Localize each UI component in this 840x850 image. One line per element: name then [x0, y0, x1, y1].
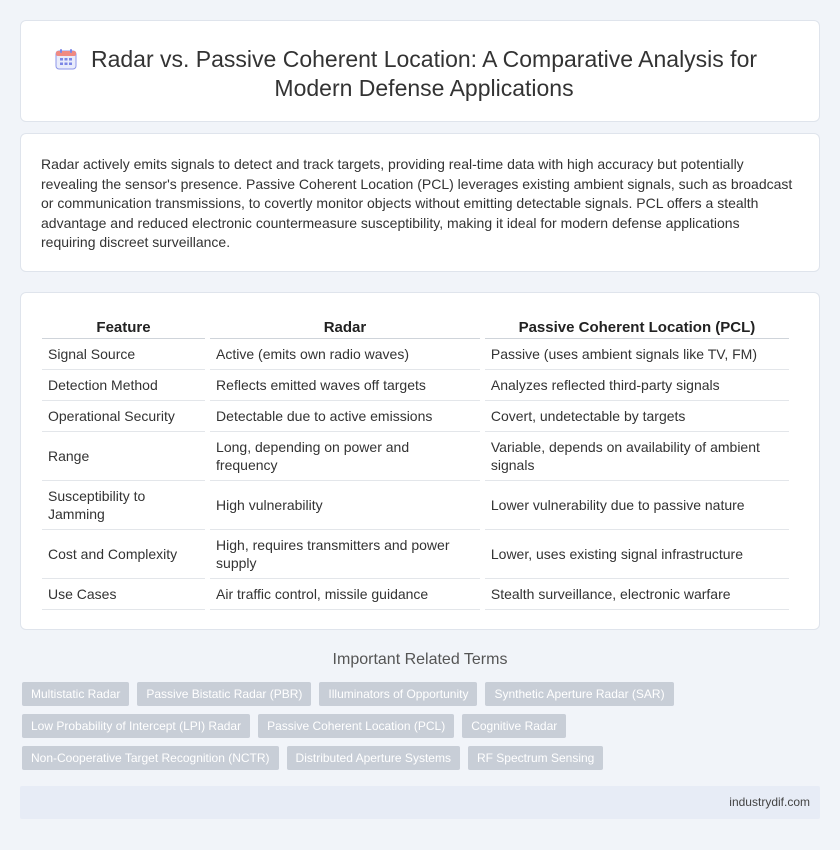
term-tag[interactable]: Multistatic Radar [22, 682, 129, 706]
table-cell: Cost and Complexity [42, 530, 205, 579]
term-tag[interactable]: Passive Coherent Location (PCL) [258, 714, 454, 738]
table-cell: Lower, uses existing signal infrastructure [485, 530, 789, 579]
term-tag[interactable]: Non-Cooperative Target Recognition (NCTR) [22, 746, 279, 770]
table-row [42, 432, 789, 481]
table-cell: Stealth surveillance, electronic warfare [485, 579, 789, 610]
table-row [42, 530, 789, 579]
table-row [42, 339, 789, 370]
table-cell: Covert, undetectable by targets [485, 401, 789, 432]
table-row [42, 579, 789, 610]
related-terms-list [22, 682, 822, 770]
table-cell: Detectable due to active emissions [210, 401, 480, 432]
term-tag[interactable]: Synthetic Aperture Radar (SAR) [485, 682, 673, 706]
intro-paragraph: Radar actively emits signals to detect and track targets, providing real-time data with high accuracy but potentially revealing the sensor's presence. Passive Coherent Location (PCL) leverages existing ambient signals, such as broadcast or communication transmissions, to covertly monitor objects without emitting detectable signals. PCL offers a stealth advantage and reduced electronic countermeasure susceptibility, making it ideal for modern defense applications requiring discreet surveillance. [41, 156, 793, 251]
comparison-card [20, 292, 820, 630]
table-cell: Reflects emitted waves off targets [210, 370, 480, 401]
table-cell: Use Cases [42, 579, 205, 610]
table-row [42, 370, 789, 401]
table-row [42, 401, 789, 432]
header-pcl: Passive Coherent Location (PCL) [485, 317, 789, 339]
table-cell: Range [42, 432, 205, 481]
table-cell: Long, depending on power and frequency [210, 432, 480, 481]
page-title: Radar vs. Passive Coherent Location: A Comparative Analysis for Modern Defense Applications [90, 46, 758, 101]
table-cell: Air traffic control, missile guidance [210, 579, 480, 610]
term-tag[interactable]: RF Spectrum Sensing [468, 746, 603, 770]
related-terms-title: Important Related Terms [332, 651, 508, 668]
footer [20, 786, 820, 819]
table-cell: Variable, depends on availability of ambient signals [485, 432, 789, 481]
comparison-table [37, 317, 794, 610]
term-tag[interactable]: Cognitive Radar [462, 714, 566, 738]
footer-site-link[interactable]: industrydif.com [729, 795, 810, 809]
table-row [42, 481, 789, 530]
term-tag[interactable]: Low Probability of Intercept (LPI) Radar [22, 714, 250, 738]
table-cell: High vulnerability [210, 481, 480, 530]
table-cell: Analyzes reflected third-party signals [485, 370, 789, 401]
table-cell: Active (emits own radio waves) [210, 339, 480, 370]
header-feature: Feature [42, 317, 205, 339]
term-tag[interactable]: Illuminators of Opportunity [319, 682, 477, 706]
term-tag[interactable]: Passive Bistatic Radar (PBR) [137, 682, 311, 706]
table-cell: Susceptibility to Jamming [42, 481, 205, 530]
table-cell: Passive (uses ambient signals like TV, FM) [485, 339, 789, 370]
table-cell: High, requires transmitters and power supply [210, 530, 480, 579]
table-cell: Signal Source [42, 339, 205, 370]
table-cell: Operational Security [42, 401, 205, 432]
header-card [20, 20, 820, 122]
table-cell: Detection Method [42, 370, 205, 401]
term-tag[interactable]: Distributed Aperture Systems [287, 746, 460, 770]
intro-card [20, 133, 820, 272]
header-radar: Radar [210, 317, 480, 339]
table-header-row [42, 317, 789, 339]
table-cell: Lower vulnerability due to passive nature [485, 481, 789, 530]
